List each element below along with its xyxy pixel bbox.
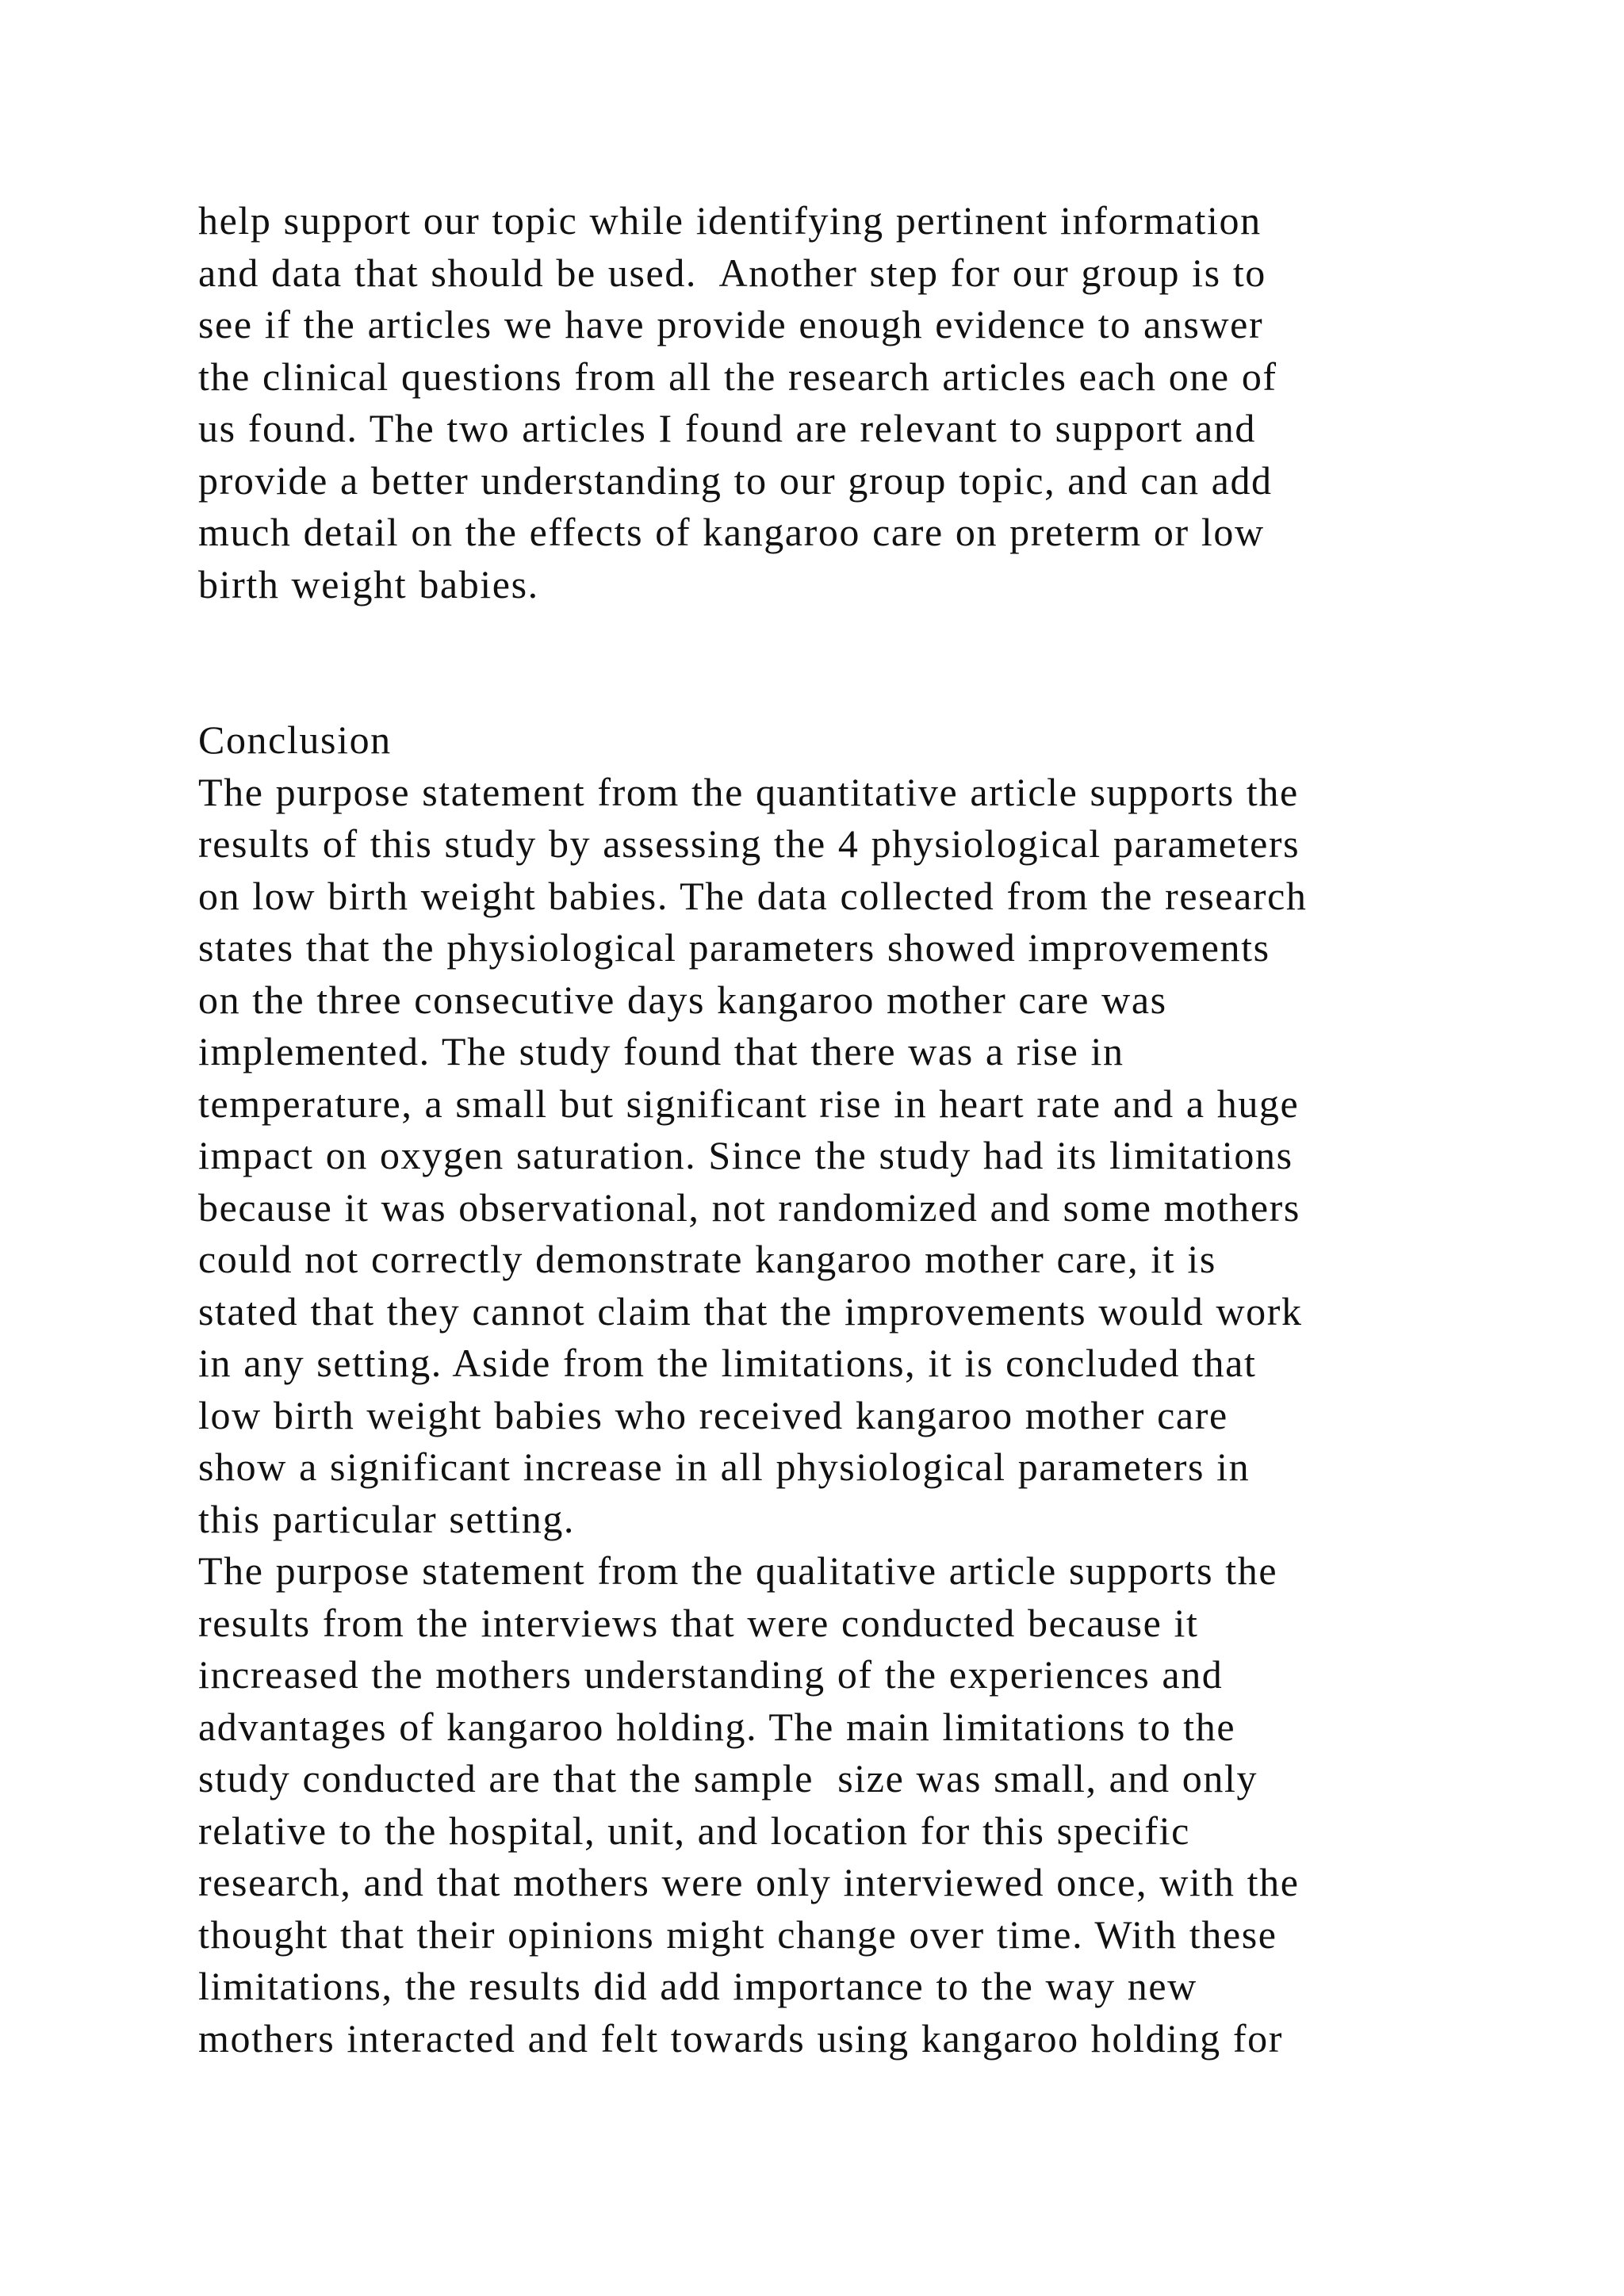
text-line: us found. The two articles I found are relevant to support and (198, 406, 1256, 450)
text-line: see if the articles we have provide enough evidence to answer (198, 302, 1264, 346)
text-line: on the three consecutive days kangaroo mother care was (198, 977, 1167, 1022)
text-line: show a significant increase in all physiological parameters in (198, 1445, 1251, 1489)
blank-space (198, 610, 1499, 714)
text-line: increased the mothers understanding of the experiences and (198, 1652, 1224, 1697)
text-line: in any setting. Aside from the limitations, it is concluded that (198, 1341, 1257, 1385)
text-line: birth weight babies. (198, 561, 539, 607)
text-line: results from the interviews that were conducted because it (198, 1600, 1199, 1645)
text-line: much detail on the effects of kangaroo care on preterm or low (198, 510, 1265, 554)
text-line: could not correctly demonstrate kangaroo mother care, it is (198, 1237, 1216, 1281)
text-line: limitations, the results did add importance to the way new (198, 1964, 1197, 2008)
text-line: relative to the hospital, unit, and location for this specific (198, 1808, 1190, 1853)
text-line: thought that their opinions might change over time. With these (198, 1911, 1277, 1957)
text-line: impact on oxygen saturation. Since the study had its limitations (198, 1133, 1293, 1177)
text-line: The purpose statement from the quantitative article supports the (198, 769, 1299, 814)
text-line: and data that should be used. Another step for our group is to (198, 250, 1266, 295)
text-line: because it was observational, not randomized and some mothers (198, 1184, 1300, 1230)
text-line: provide a better understanding to our group topic, and can add (198, 457, 1273, 503)
document-body (198, 195, 1499, 2064)
intro-paragraph (198, 195, 1499, 610)
text-line: study conducted are that the sample size was small, and only (198, 1756, 1258, 1800)
text-line: advantages of kangaroo holding. The main limitations to the (198, 1704, 1236, 1749)
text-line: stated that they cannot claim that the improvements would work (198, 1288, 1303, 1334)
text-line: this particular setting. (198, 1496, 576, 1541)
text-line: implemented. The study found that there was a rise in (198, 1029, 1124, 1073)
text-line: results of this study by assessing the 4 physiological parameters (198, 821, 1300, 866)
text-line: research, and that mothers were only interviewed once, with the (198, 1860, 1300, 1904)
text-line: mothers interacted and felt towards using kangaroo holding for (198, 2015, 1283, 2061)
text-line: temperature, a small but significant rise in heart rate and a huge (198, 1081, 1300, 1126)
text-line: The purpose statement from the qualitative article supports the (198, 1548, 1278, 1593)
conclusion-paragraph-quantitative (198, 767, 1499, 1546)
section-heading-conclusion: Conclusion (198, 718, 392, 762)
text-line: on low birth weight babies. The data collected from the research (198, 873, 1308, 918)
text-line: low birth weight babies who received kangaroo mother care (198, 1392, 1228, 1437)
text-line: states that the physiological parameters showed improvements (198, 925, 1270, 970)
text-line: the clinical questions from all the research articles each one of (198, 354, 1277, 399)
text-line: help support our topic while identifying pertinent information (198, 198, 1262, 243)
conclusion-paragraph-qualitative (198, 1545, 1499, 2064)
